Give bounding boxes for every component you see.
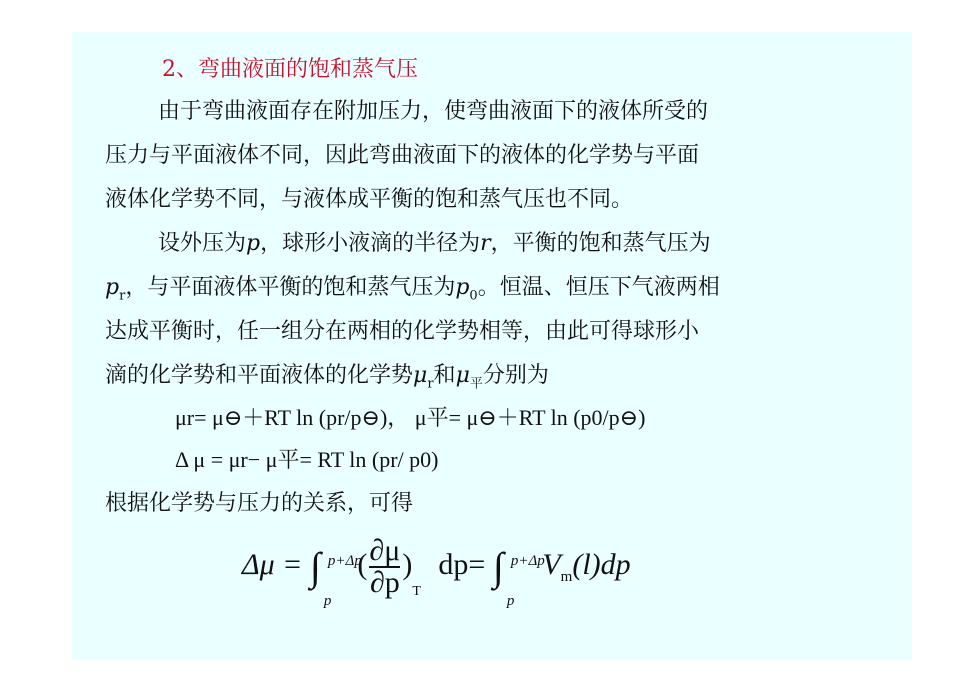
- paragraph-2-line-2: $p_r$，与平面液体平衡的饱和蒸气压为$p_0$。恒温、恒压下气液两相: [105, 275, 720, 304]
- equation-1: μr= μ⊖＋RT ln (pr/p⊖)， μ平= μ⊖＋RT ln (p0/p⊖): [175, 405, 646, 430]
- paragraph-3: 根据化学势与压力的关系，可得: [105, 491, 414, 516]
- integral-sign-2: ∫ p+Δp p: [492, 544, 545, 609]
- integral-sign: ∫ p+Δp p: [309, 544, 362, 609]
- partial-fraction: $\frac{\partial\mu}{\partial p}$: [369, 534, 401, 599]
- paragraph-2-line-4: 滴的化学势和平面液体的化学势$\mu_r$和$\mu_平$分别为: [105, 363, 549, 392]
- section-title: 2、弯曲液面的饱和蒸气压: [162, 57, 418, 82]
- paragraph-1-line-1: 由于弯曲液面存在附加压力，使弯曲液面下的液体所受的: [158, 99, 709, 124]
- equation-3: Δμ = ∫ p+Δp p ( $\frac{\partial\mu}{\partial p}$ )$_T$ dp= ∫ p+Δp p $V_m(l)dp$: [242, 534, 631, 609]
- paragraph-2-line-3: 达成平衡时，任一组分在两相的化学势相等，由此可得球形小: [105, 319, 700, 344]
- equation-2: Δ μ = μr− μ平= RT ln (pr/ p0): [175, 447, 439, 472]
- paragraph-1-line-3: 液体化学势不同，与液体成平衡的饱和蒸气压也不同。: [105, 187, 634, 212]
- paragraph-2-line-1: 设外压为p，球形小液滴的半径为r，平衡的饱和蒸气压为: [158, 231, 711, 256]
- paragraph-1-line-2: 压力与平面液体不同，因此弯曲液面下的液体的化学势与平面: [105, 143, 700, 168]
